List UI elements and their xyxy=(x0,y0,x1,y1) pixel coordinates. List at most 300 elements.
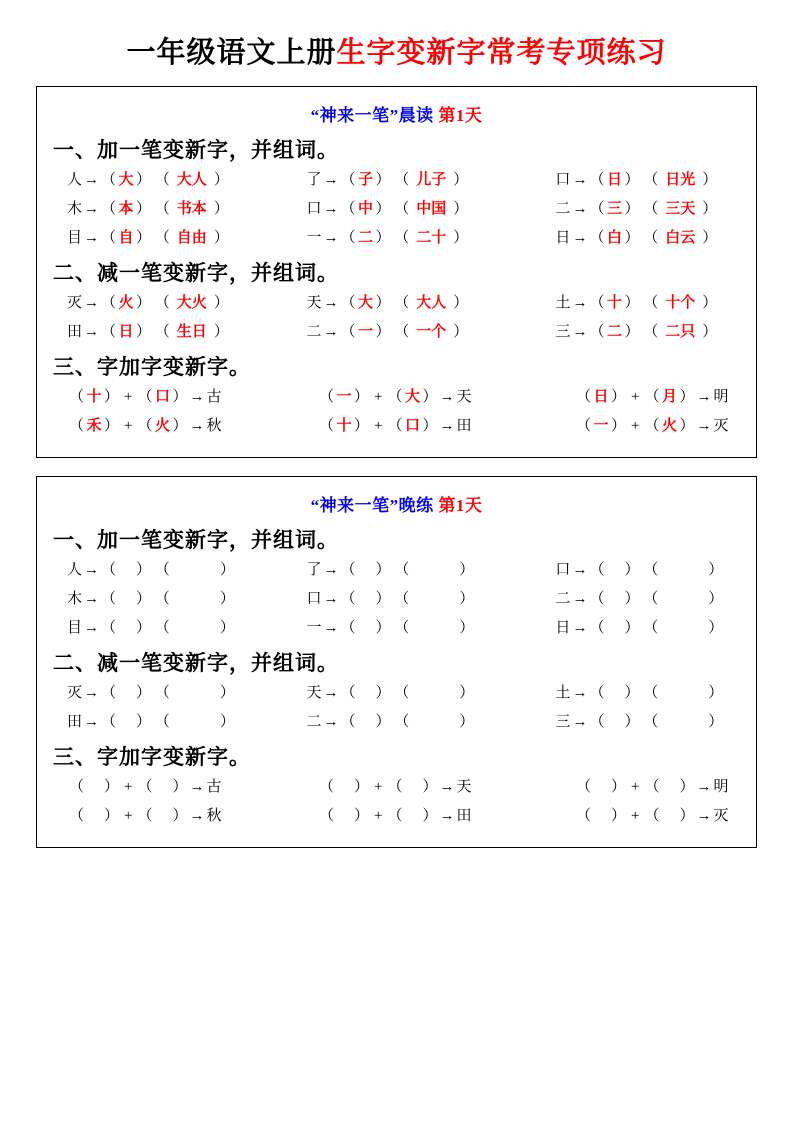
paren-close: ） xyxy=(172,418,188,434)
paren-close: ） xyxy=(708,685,724,701)
paren-open: （ xyxy=(589,714,605,730)
answer-char-right[interactable]: 口 xyxy=(405,418,421,434)
paren-close: ） xyxy=(422,389,438,405)
paren-close: ） xyxy=(375,172,391,188)
answer-char-right[interactable]: 月 xyxy=(661,389,677,405)
paren-close: ） xyxy=(679,779,695,795)
exercise-item xyxy=(51,228,298,248)
plus-icon: + xyxy=(124,779,133,795)
paren-close: ） xyxy=(213,324,229,340)
answer-char[interactable]: 二 xyxy=(606,324,622,340)
paren-close: ） xyxy=(219,620,235,636)
paren-close: ） xyxy=(624,685,640,701)
paren-close: ） xyxy=(610,779,626,795)
paren-close: ） xyxy=(679,389,695,405)
paren-open: （ xyxy=(319,389,335,405)
paren-close: ） xyxy=(624,714,640,730)
exercise3-rows xyxy=(51,777,742,826)
base-char: 木 xyxy=(67,591,83,607)
paren-open: （ xyxy=(101,295,117,311)
paren-close: ） xyxy=(702,230,718,246)
answer-word[interactable]: 三天 xyxy=(665,201,696,217)
result-char: 天 xyxy=(456,779,472,795)
answer-char-left[interactable]: 一 xyxy=(593,418,609,434)
paren-open: （ xyxy=(589,324,605,340)
paren-close: ） xyxy=(708,620,724,636)
paren-close: ） xyxy=(610,418,626,434)
exercise2-title: 二、减一笔变新字，并组词。 xyxy=(53,261,339,285)
exercise-row xyxy=(51,322,742,342)
arrow-icon: → xyxy=(572,201,588,217)
base-char: 一 xyxy=(306,230,322,246)
paren-open: （ xyxy=(644,808,660,824)
page-title xyxy=(36,34,757,72)
base-char: 天 xyxy=(306,295,322,311)
paren-open: （ xyxy=(643,230,659,246)
arrow-icon: → xyxy=(84,685,100,701)
exercise3-title: 三、字加字变新字。 xyxy=(53,745,251,769)
base-char: 三 xyxy=(555,324,571,340)
paren-close: ） xyxy=(624,230,640,246)
answer-char[interactable]: 大 xyxy=(358,295,374,311)
exercise-item xyxy=(51,683,298,703)
paren-open: （ xyxy=(394,685,410,701)
paren-close: ） xyxy=(136,230,152,246)
arrow-icon: → xyxy=(84,324,100,340)
arrow-icon: → xyxy=(323,685,339,701)
answer-word[interactable]: 儿子 xyxy=(416,172,447,188)
paren-close: ） xyxy=(136,620,152,636)
exercise-item xyxy=(298,199,541,219)
paren-open: （ xyxy=(101,591,117,607)
paren-open: （ xyxy=(137,418,153,434)
exercise-item xyxy=(51,560,298,580)
paren-close: ） xyxy=(213,230,229,246)
result-char: 灭 xyxy=(713,808,729,824)
answer-word[interactable]: 大人 xyxy=(176,172,207,188)
paren-open: （ xyxy=(154,562,170,578)
arrow-icon: → xyxy=(696,418,712,434)
exercise3-title: 三、字加字变新字。 xyxy=(53,355,251,379)
paren-close: ） xyxy=(624,562,640,578)
exercise1-rows xyxy=(51,560,742,638)
base-char: 口 xyxy=(306,591,322,607)
paren-open: （ xyxy=(643,324,659,340)
exercise-item xyxy=(51,322,298,342)
answer-word[interactable]: 大人 xyxy=(416,295,447,311)
paren-open: （ xyxy=(340,685,356,701)
exercise-item xyxy=(297,806,554,826)
exercise-item xyxy=(51,199,298,219)
paren-close: ） xyxy=(422,808,438,824)
paren-open: （ xyxy=(394,172,410,188)
exercise-item xyxy=(541,322,780,342)
paren-close: ） xyxy=(375,230,391,246)
answer-char[interactable]: 本 xyxy=(118,201,134,217)
section-evening xyxy=(36,476,757,848)
exercise2-rows xyxy=(51,683,742,732)
section-header-text: “神来一笔”晚练 xyxy=(310,496,434,515)
title-red-part: 生字变新字常考专项练习 xyxy=(336,37,667,69)
title-black-part: 一年级语文上册 xyxy=(126,37,337,69)
result-char: 明 xyxy=(713,779,729,795)
paren-close: ） xyxy=(610,389,626,405)
arrow-icon: → xyxy=(189,808,205,824)
paren-open: （ xyxy=(589,172,605,188)
paren-close: ） xyxy=(702,172,718,188)
paren-open: （ xyxy=(394,230,410,246)
plus-icon: + xyxy=(124,418,133,434)
paren-open: （ xyxy=(387,389,403,405)
paren-open: （ xyxy=(394,295,410,311)
paren-close: ） xyxy=(624,201,640,217)
paren-open: （ xyxy=(101,324,117,340)
answer-char[interactable]: 火 xyxy=(118,295,134,311)
result-char: 天 xyxy=(456,389,472,405)
exercise-item xyxy=(51,387,297,407)
base-char: 人 xyxy=(67,172,83,188)
paren-open: （ xyxy=(69,389,85,405)
exercise-item xyxy=(297,387,554,407)
paren-close: ） xyxy=(136,562,152,578)
paren-open: （ xyxy=(154,172,170,188)
paren-open: （ xyxy=(387,779,403,795)
exercise-item xyxy=(541,170,780,190)
answer-word[interactable]: 自由 xyxy=(176,230,207,246)
exercise-item xyxy=(554,387,793,407)
exercise-item xyxy=(298,712,541,732)
answer-char-left[interactable]: 禾 xyxy=(86,418,102,434)
paren-close: ） xyxy=(702,324,718,340)
exercise-item xyxy=(298,170,541,190)
paren-close: ） xyxy=(354,389,370,405)
result-char: 秋 xyxy=(206,808,222,824)
paren-close: ） xyxy=(453,230,469,246)
answer-char[interactable]: 三 xyxy=(606,201,622,217)
paren-close: ） xyxy=(375,562,391,578)
paren-close: ） xyxy=(136,295,152,311)
answer-char-left[interactable]: 日 xyxy=(593,389,609,405)
exercise-item xyxy=(554,416,793,436)
paren-open: （ xyxy=(69,779,85,795)
base-char: 了 xyxy=(306,172,322,188)
paren-close: ） xyxy=(219,562,235,578)
paren-open: （ xyxy=(101,201,117,217)
paren-close: ） xyxy=(679,418,695,434)
arrow-icon: → xyxy=(439,779,455,795)
paren-open: （ xyxy=(643,562,659,578)
arrow-icon: → xyxy=(696,389,712,405)
plus-icon: + xyxy=(374,418,383,434)
paren-open: （ xyxy=(319,808,335,824)
base-char: 二 xyxy=(555,201,571,217)
exercise1-rows xyxy=(51,170,742,248)
answer-char-left[interactable]: 十 xyxy=(86,389,102,405)
base-char: 灭 xyxy=(67,295,83,311)
plus-icon: + xyxy=(630,389,640,405)
answer-char[interactable]: 日 xyxy=(118,324,134,340)
arrow-icon: → xyxy=(439,418,455,434)
paren-open: （ xyxy=(340,201,356,217)
answer-char-right[interactable]: 火 xyxy=(661,418,677,434)
paren-open: （ xyxy=(101,230,117,246)
answer-char[interactable]: 大 xyxy=(118,172,134,188)
exercise-item xyxy=(554,806,793,826)
arrow-icon: → xyxy=(189,418,205,434)
paren-close: ） xyxy=(459,714,475,730)
section-header-day: 第1天 xyxy=(433,106,483,125)
base-char: 一 xyxy=(306,620,322,636)
plus-icon: + xyxy=(630,418,640,434)
arrow-icon: → xyxy=(572,172,588,188)
paren-close: ） xyxy=(459,620,475,636)
exercise-item xyxy=(297,416,554,436)
arrow-icon: → xyxy=(323,172,339,188)
paren-close: ） xyxy=(104,779,120,795)
paren-open: （ xyxy=(575,808,591,824)
arrow-icon: → xyxy=(189,779,205,795)
answer-char-right[interactable]: 火 xyxy=(155,418,171,434)
paren-open: （ xyxy=(575,418,591,434)
paren-open: （ xyxy=(340,295,356,311)
answer-char[interactable]: 自 xyxy=(118,230,134,246)
base-char: 口 xyxy=(555,562,571,578)
paren-close: ） xyxy=(172,389,188,405)
arrow-icon: → xyxy=(323,562,339,578)
plus-icon: + xyxy=(124,808,133,824)
paren-close: ） xyxy=(354,418,370,434)
answer-char-right[interactable]: 大 xyxy=(405,389,421,405)
paren-open: （ xyxy=(340,324,356,340)
answer-word[interactable]: 二只 xyxy=(665,324,696,340)
exercise-item xyxy=(541,228,780,248)
exercise-item xyxy=(51,618,298,638)
paren-open: （ xyxy=(643,591,659,607)
section-header-text: “神来一笔”晨读 xyxy=(310,106,434,125)
paren-open: （ xyxy=(319,418,335,434)
arrow-icon: → xyxy=(84,172,100,188)
paren-open: （ xyxy=(589,685,605,701)
paren-open: （ xyxy=(340,230,356,246)
section-header-day: 第1天 xyxy=(433,496,483,515)
answer-char-left[interactable]: 十 xyxy=(336,418,352,434)
result-char: 灭 xyxy=(713,418,729,434)
arrow-icon: → xyxy=(84,714,100,730)
exercise-item xyxy=(51,589,298,609)
paren-close: ） xyxy=(624,620,640,636)
paren-open: （ xyxy=(589,591,605,607)
exercise-item xyxy=(541,618,780,638)
arrow-icon: → xyxy=(84,295,100,311)
result-char: 秋 xyxy=(206,418,222,434)
exercise-row xyxy=(51,199,742,219)
paren-open: （ xyxy=(643,714,659,730)
paren-open: （ xyxy=(137,389,153,405)
base-char: 田 xyxy=(67,324,83,340)
paren-open: （ xyxy=(643,620,659,636)
base-char: 口 xyxy=(555,172,571,188)
answer-word[interactable]: 白云 xyxy=(665,230,696,246)
paren-close: ） xyxy=(104,808,120,824)
paren-open: （ xyxy=(154,620,170,636)
paren-close: ） xyxy=(624,591,640,607)
arrow-icon: → xyxy=(572,562,588,578)
paren-close: ） xyxy=(136,201,152,217)
paren-close: ） xyxy=(459,685,475,701)
paren-open: （ xyxy=(154,230,170,246)
paren-close: ） xyxy=(213,201,229,217)
paren-open: （ xyxy=(340,620,356,636)
paren-close: ） xyxy=(453,324,469,340)
paren-open: （ xyxy=(643,295,659,311)
paren-close: ） xyxy=(375,295,391,311)
answer-char-right[interactable]: 口 xyxy=(155,389,171,405)
paren-open: （ xyxy=(394,591,410,607)
answer-word[interactable]: 日光 xyxy=(665,172,696,188)
paren-close: ） xyxy=(459,562,475,578)
exercise-item xyxy=(298,589,541,609)
answer-char-left[interactable]: 一 xyxy=(336,389,352,405)
answer-char[interactable]: 日 xyxy=(606,172,622,188)
paren-open: （ xyxy=(643,172,659,188)
base-char: 土 xyxy=(555,295,571,311)
result-char: 古 xyxy=(206,779,222,795)
paren-open: （ xyxy=(340,714,356,730)
paren-close: ） xyxy=(354,779,370,795)
base-char: 二 xyxy=(306,324,322,340)
base-char: 二 xyxy=(306,714,322,730)
arrow-icon: → xyxy=(696,779,712,795)
paren-open: （ xyxy=(589,201,605,217)
paren-close: ） xyxy=(354,808,370,824)
exercise-row xyxy=(51,618,742,638)
paren-open: （ xyxy=(394,324,410,340)
answer-char[interactable]: 中 xyxy=(358,201,374,217)
result-char: 古 xyxy=(206,389,222,405)
arrow-icon: → xyxy=(572,714,588,730)
answer-char[interactable]: 十 xyxy=(606,295,622,311)
result-char: 田 xyxy=(456,418,472,434)
exercise-row xyxy=(51,777,742,797)
paren-open: （ xyxy=(101,562,117,578)
paren-open: （ xyxy=(643,201,659,217)
paren-close: ） xyxy=(172,808,188,824)
paren-close: ） xyxy=(702,201,718,217)
section-header-morning xyxy=(51,101,742,126)
paren-open: （ xyxy=(101,172,117,188)
exercise-item xyxy=(297,777,554,797)
paren-close: ） xyxy=(375,201,391,217)
paren-open: （ xyxy=(154,714,170,730)
arrow-icon: → xyxy=(572,230,588,246)
base-char: 日 xyxy=(555,230,571,246)
paren-close: ） xyxy=(136,172,152,188)
paren-open: （ xyxy=(340,562,356,578)
paren-close: ） xyxy=(219,685,235,701)
exercise-item xyxy=(541,589,780,609)
answer-char[interactable]: 二 xyxy=(358,230,374,246)
base-char: 日 xyxy=(555,620,571,636)
exercise-row xyxy=(51,589,742,609)
answer-word[interactable]: 十个 xyxy=(665,295,696,311)
exercise-item xyxy=(541,560,780,580)
answer-word[interactable]: 中国 xyxy=(416,201,447,217)
answer-char[interactable]: 一 xyxy=(358,324,374,340)
answer-word[interactable]: 生日 xyxy=(176,324,207,340)
paren-open: （ xyxy=(154,591,170,607)
paren-open: （ xyxy=(101,620,117,636)
base-char: 田 xyxy=(67,714,83,730)
exercise-row xyxy=(51,387,742,407)
base-char: 土 xyxy=(555,685,571,701)
paren-open: （ xyxy=(154,201,170,217)
exercise-item xyxy=(298,560,541,580)
paren-open: （ xyxy=(644,779,660,795)
arrow-icon: → xyxy=(323,201,339,217)
exercise-row xyxy=(51,683,742,703)
answer-char[interactable]: 白 xyxy=(606,230,622,246)
exercise-row xyxy=(51,416,742,436)
exercise-item xyxy=(298,293,541,313)
paren-open: （ xyxy=(101,685,117,701)
paren-close: ） xyxy=(104,389,120,405)
paren-open: （ xyxy=(589,562,605,578)
paren-close: ） xyxy=(624,295,640,311)
section-morning xyxy=(36,86,757,458)
paren-open: （ xyxy=(340,591,356,607)
paren-open: （ xyxy=(137,808,153,824)
paren-close: ） xyxy=(219,591,235,607)
plus-icon: + xyxy=(374,808,383,824)
section-header-evening xyxy=(51,491,742,516)
plus-icon: + xyxy=(124,389,133,405)
answer-word[interactable]: 书本 xyxy=(176,201,207,217)
paren-close: ） xyxy=(422,418,438,434)
exercise-item xyxy=(51,416,297,436)
arrow-icon: → xyxy=(572,324,588,340)
base-char: 了 xyxy=(306,562,322,578)
base-char: 口 xyxy=(306,201,322,217)
arrow-icon: → xyxy=(572,591,588,607)
exercise-row xyxy=(51,228,742,248)
paren-open: （ xyxy=(101,714,117,730)
paren-close: ） xyxy=(679,808,695,824)
paren-close: ） xyxy=(172,779,188,795)
answer-word[interactable]: 大火 xyxy=(176,295,207,311)
exercise1-title: 一、加一笔变新字，并组词。 xyxy=(53,528,339,552)
answer-word[interactable]: 二十 xyxy=(416,230,447,246)
paren-open: （ xyxy=(589,620,605,636)
paren-close: ） xyxy=(375,685,391,701)
paren-close: ） xyxy=(708,562,724,578)
paren-open: （ xyxy=(589,295,605,311)
base-char: 目 xyxy=(67,620,83,636)
exercise-item xyxy=(541,199,780,219)
paren-close: ） xyxy=(375,324,391,340)
arrow-icon: → xyxy=(572,685,588,701)
arrow-icon: → xyxy=(323,591,339,607)
answer-char[interactable]: 子 xyxy=(358,172,374,188)
arrow-icon: → xyxy=(84,591,100,607)
paren-close: ） xyxy=(136,591,152,607)
arrow-icon: → xyxy=(323,620,339,636)
paren-close: ） xyxy=(624,324,640,340)
plus-icon: + xyxy=(374,779,383,795)
answer-word[interactable]: 一个 xyxy=(416,324,447,340)
paren-open: （ xyxy=(340,172,356,188)
paren-open: （ xyxy=(644,389,660,405)
paren-close: ） xyxy=(104,418,120,434)
